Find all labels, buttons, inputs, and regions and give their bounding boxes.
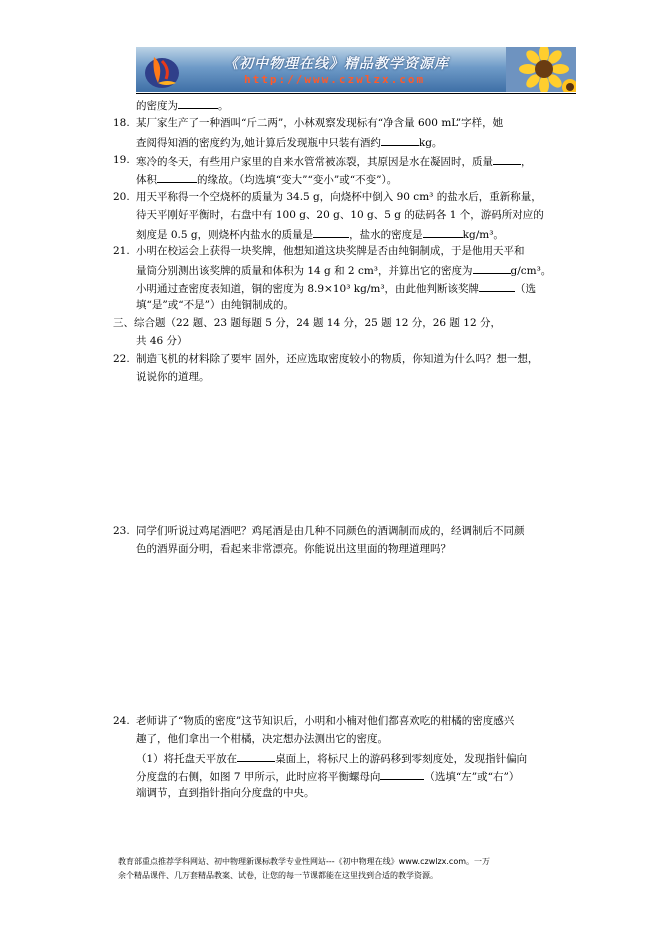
site-title: 《初中物理在线》精品教学资源库 xyxy=(224,56,449,72)
sunflower-icon xyxy=(506,47,576,92)
q18-line-a: 某厂家生产了一种酒叫“斤二两”，小林观察发现标有“净含量 600 mL”字样，她 xyxy=(136,117,504,129)
answer-blank[interactable] xyxy=(178,97,218,109)
section-3-heading-b: 共 46 分） xyxy=(136,335,188,347)
answer-blank[interactable] xyxy=(479,280,515,292)
site-url[interactable]: http://www.czwlzx.com xyxy=(244,73,426,86)
q19-line-a: 寒冷的冬天，有些用户家里的自来水管常被冻裂，其原因是水在凝固时，质量 ， xyxy=(136,153,532,169)
answer-blank[interactable] xyxy=(380,768,424,780)
q24-line-d: 分度盘的右侧，如图 7 甲所示，此时应将平衡螺母向 （选填“左”或“右”） xyxy=(136,768,519,784)
q22-line-b: 说说你的道理。 xyxy=(136,371,210,383)
q20-line-b: 待天平刚好平衡时，右盘中有 100 g、20 g、10 g、5 g 的砝码各 1 个，游码所对应的 xyxy=(136,209,544,221)
q24-line-e: 端调节，直到指针指向分度盘的中央。 xyxy=(136,787,315,799)
q24-line-b: 趣了，他们拿出一个柑橘，决定想办法测出它的密度。 xyxy=(136,733,388,745)
question-number: 20. xyxy=(113,191,130,203)
question-number: 24. xyxy=(113,715,130,727)
q24-line-c: （1）将托盘天平放在 桌面上，将标尺上的游码移到零刻度处，发现指针偏向 xyxy=(136,750,527,766)
question-number: 22. xyxy=(113,353,130,365)
q22-line-a: 制造飞机的材料除了要牢 固外，还应选取密度较小的物质，你知道为什么吗？想一想， xyxy=(136,353,539,365)
q21-line-c: 小明通过查密度表知道，铜的密度为 8.9×10³ kg/m³，由此他判断该奖牌 （选 xyxy=(136,280,536,296)
section-3-heading: 三、综合题（22 题、23 题每题 5 分，24 题 14 分，25 题 12 分，26 题 12 分， xyxy=(113,317,501,329)
q20-line-c: 刻度是 0.5 g，则烧杯内盐水的质量是 ，盐水的密度是 kg/m³。 xyxy=(136,226,504,242)
q21-line-d: 填“是”或“不是”）由纯铜制成的。 xyxy=(136,299,294,311)
q23-line-a: 同学们听说过鸡尾酒吧？鸡尾酒是由几种不同颜色的酒调制而成的，经调制后不同颜 xyxy=(136,525,525,537)
question-number: 18. xyxy=(113,117,130,129)
answer-blank[interactable] xyxy=(381,134,419,146)
question-number: 19. xyxy=(113,154,130,166)
q20-line-a: 用天平称得一个空烧杯的质量为 34.5 g，向烧杯中倒入 90 cm³ 的盐水后，重新称量， xyxy=(136,191,542,203)
header-rule xyxy=(136,93,576,94)
q18-line-b: 查阅得知酒的密度约为,她计算后发现瓶中只装有酒约 kg。 xyxy=(136,134,442,150)
question-number: 21. xyxy=(113,245,130,257)
answer-blank[interactable] xyxy=(313,226,349,238)
footer-line-1: 教育部重点推荐学科网站、初中物理新课标教学专业性网站---《初中物理在线》www.czwlzx.com。一万 xyxy=(118,857,491,866)
q19-line-b: 体积 的缘故。（均选填“变大”“变小”或“不变”）。 xyxy=(136,171,397,187)
q24-line-a: 老师讲了“物质的密度”这节知识后，小明和小楠对他们都喜欢吃的柑橘的密度感兴 xyxy=(136,715,515,727)
q17-line-b: 的密度为 。 xyxy=(136,97,229,113)
footer-line-2: 余个精品课件、几万套精品教案、试卷，让您的每一节课都能在这里找到合适的教学资源。 xyxy=(118,871,438,880)
question-number: 23. xyxy=(113,525,130,537)
q21-line-a: 小明在校运会上获得一块奖牌，他想知道这块奖牌是否由纯铜制成，于是他用天平和 xyxy=(136,245,525,257)
answer-blank[interactable] xyxy=(493,153,521,165)
answer-blank[interactable] xyxy=(157,171,197,183)
answer-blank[interactable] xyxy=(423,226,463,238)
q23-line-b: 色的酒界面分明，看起来非常漂亮。你能说出这里面的物理道理吗？ xyxy=(136,543,451,555)
logo-icon xyxy=(142,49,182,91)
q21-line-b: 量筒分别测出该奖牌的质量和体积为 14 g 和 2 cm³，并算出它的密度为 g/cm³。 xyxy=(136,262,551,278)
answer-blank[interactable] xyxy=(473,262,511,274)
answer-blank[interactable] xyxy=(237,750,275,762)
header-banner xyxy=(136,47,576,92)
